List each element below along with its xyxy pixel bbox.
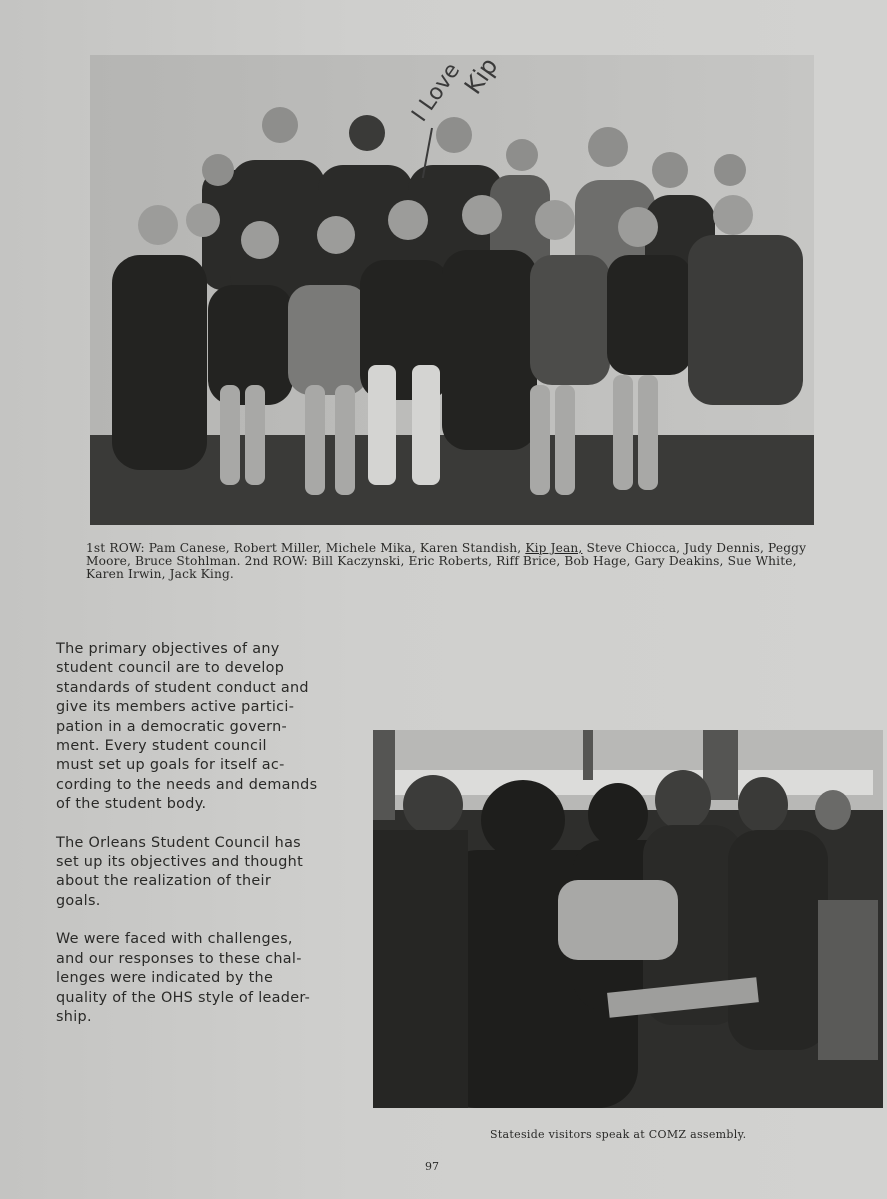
body-paragraph-2: The Orleans Student Council has set up its objectives and thought about the realization of their goals. xyxy=(56,834,304,909)
assembly-photo xyxy=(373,730,883,1108)
caption-underlined-name: Kip Jean, xyxy=(525,541,583,555)
handwriting-line-1: I Love xyxy=(407,58,466,127)
page-number: 97 xyxy=(425,1160,439,1173)
assembly-photo-caption: Stateside visitors speak at COMZ assembly. xyxy=(490,1128,747,1141)
caption-part-2: Steve Chiocca, Judy Dennis, Peggy Moore, Bruce Stohlman. 2nd ROW: Bill Kaczynski, Eric Roberts, Riff Brice, Bob Hage, Gary Deakins, Sue White, Karen Irwin, Jack King. xyxy=(86,541,807,581)
handwritten-annotation xyxy=(392,18,512,178)
handwriting-line-2: Kip xyxy=(458,52,504,100)
body-text xyxy=(56,640,356,1046)
body-paragraph-1: The primary objectives of any student council are to develop standards of student conduct and give its members active partici- pation in a democratic govern- ment. Every student council must set up goals for itself ac- cording to the needs and demands of the student body. xyxy=(56,641,318,813)
body-paragraph-3: We were faced with challenges, and our responses to these chal- lenges were indicated by the quality of the OHS style of leader- ship. xyxy=(56,931,311,1025)
group-photo-caption xyxy=(86,542,812,581)
assembly-photo-image xyxy=(373,730,883,1108)
caption-part-1: 1st ROW: Pam Canese, Robert Miller, Michele Mika, Karen Standish, xyxy=(86,541,526,555)
